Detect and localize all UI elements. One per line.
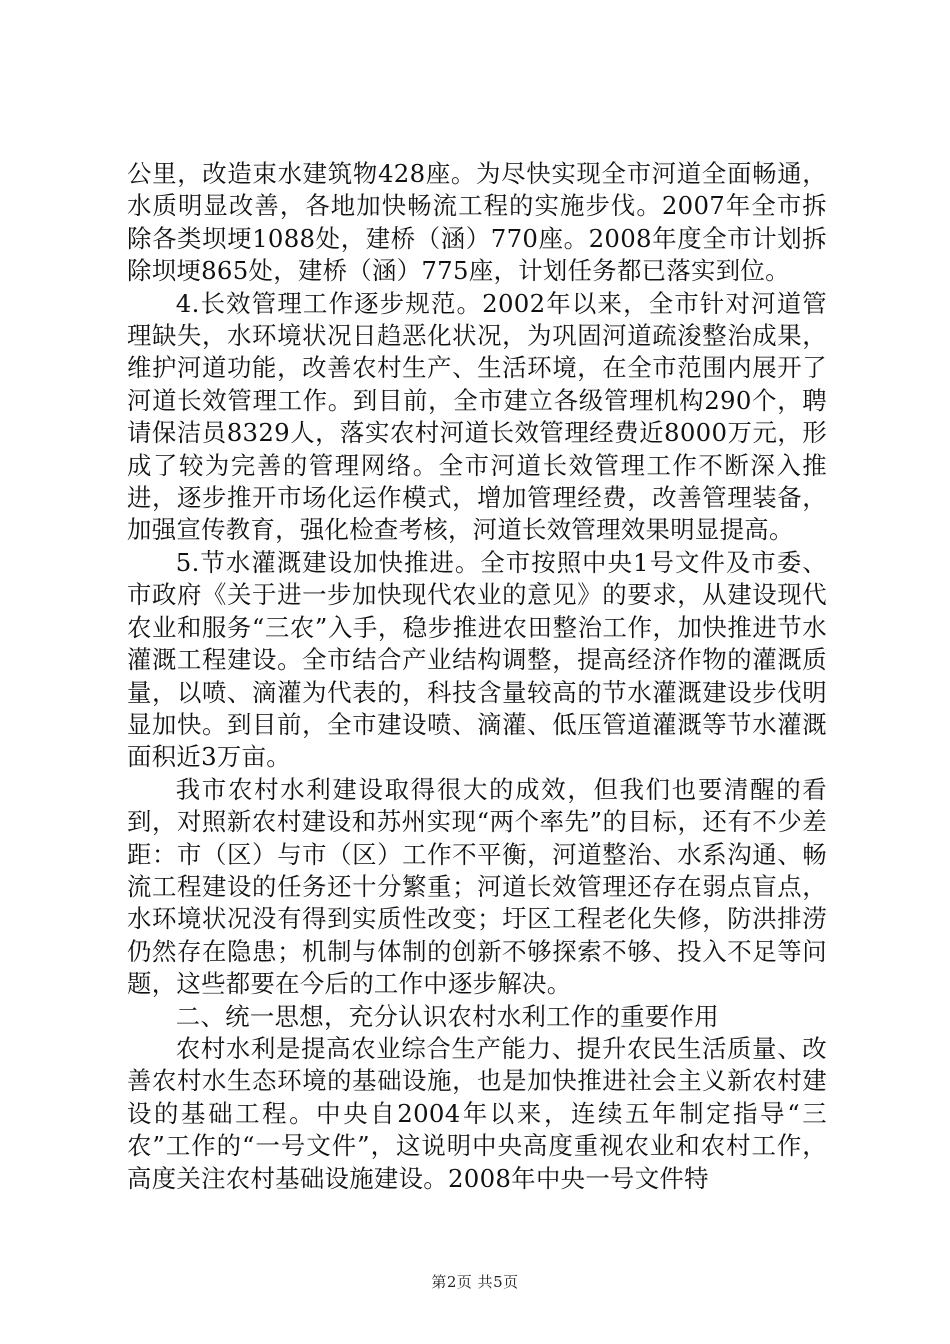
- section-heading: 二、统一思想，充分认识农村水利工作的重要作用: [175, 1001, 719, 1031]
- paragraph-continuation: 公里，改造束水建筑物428座。为尽快实现全市河道全面畅通，水质明显改善，各地加快畅流工程的实施步伐。2007年全市拆除各类坝埂1088处，建桥（涵）770座。2008年度全市计划拆除坝埂865处，建桥（涵）775座，计划任务都已落实到位。: [127, 159, 827, 286]
- paragraph-long-term-management: 4.长效管理工作逐步规范。2002年以来，全市针对河道管理缺失，水环境状况日趋恶化状况，为巩固河道疏浚整治成果，维护河道功能，改善农村生产、生活环境，在全市范围内展开了河道长效管理工作。到目前，全市建立各级管理机构290个，聘请保洁员8329人，落实农村河道长效管理经费近8000万元，形成了较为完善的管理网络。全市河道长效管理工作不断深入推进，逐步推开市场化运作模式，增加管理经费，改善管理装备，加强宣传教育，强化检查考核，河道长效管理效果明显提高。: [127, 288, 827, 545]
- paragraph-shortcomings: 我市农村水利建设取得很大的成效，但我们也要清醒的看到，对照新农村建设和苏州实现“两个率先”的目标，还有不少差距：市（区）与市（区）工作不平衡，河道整治、水系沟通、畅流工程建设的任务还十分繁重；河道长效管理还存在弱点盲点，水环境状况没有得到实质性改变；圩区工程老化失修，防洪排涝仍然存在隐患；机制与体制的创新不够探索不够、投入不足等问题，这些都要在今后的工作中逐步解决。: [127, 774, 827, 999]
- page-number-footer: 第2页 共5页: [431, 1273, 519, 1291]
- document-body: [127, 158, 827, 1195]
- paragraph-water-saving-irrigation: 5.节水灌溉建设加快推进。全市按照中央1号文件及市委、市政府《关于进一步加快现代农业的意见》的要求，从建设现代农业和服务“三农”入手，稳步推进农田整治工作，加快推进节水灌溉工程建设。全市结合产业结构调整，提高经济作物的灌溉质量，以喷、滴灌为代表的，科技含量较高的节水灌溉建设步伐明显加快。到目前，全市建设喷、滴灌、低压管道灌溉等节水灌溉面积近3万亩。: [127, 547, 827, 772]
- paragraph-rural-water-importance: 农村水利是提高农业综合生产能力、提升农民生活质量、改善农村水生态环境的基础设施，也是加快推进社会主义新农村建设的基础工程。中央自2004年以来，连续五年制定指导“三农”工作的“一号文件”，这说明中央高度重视农业和农村工作，高度关注农村基础设施建设。2008年中央一号文件特: [127, 1033, 827, 1193]
